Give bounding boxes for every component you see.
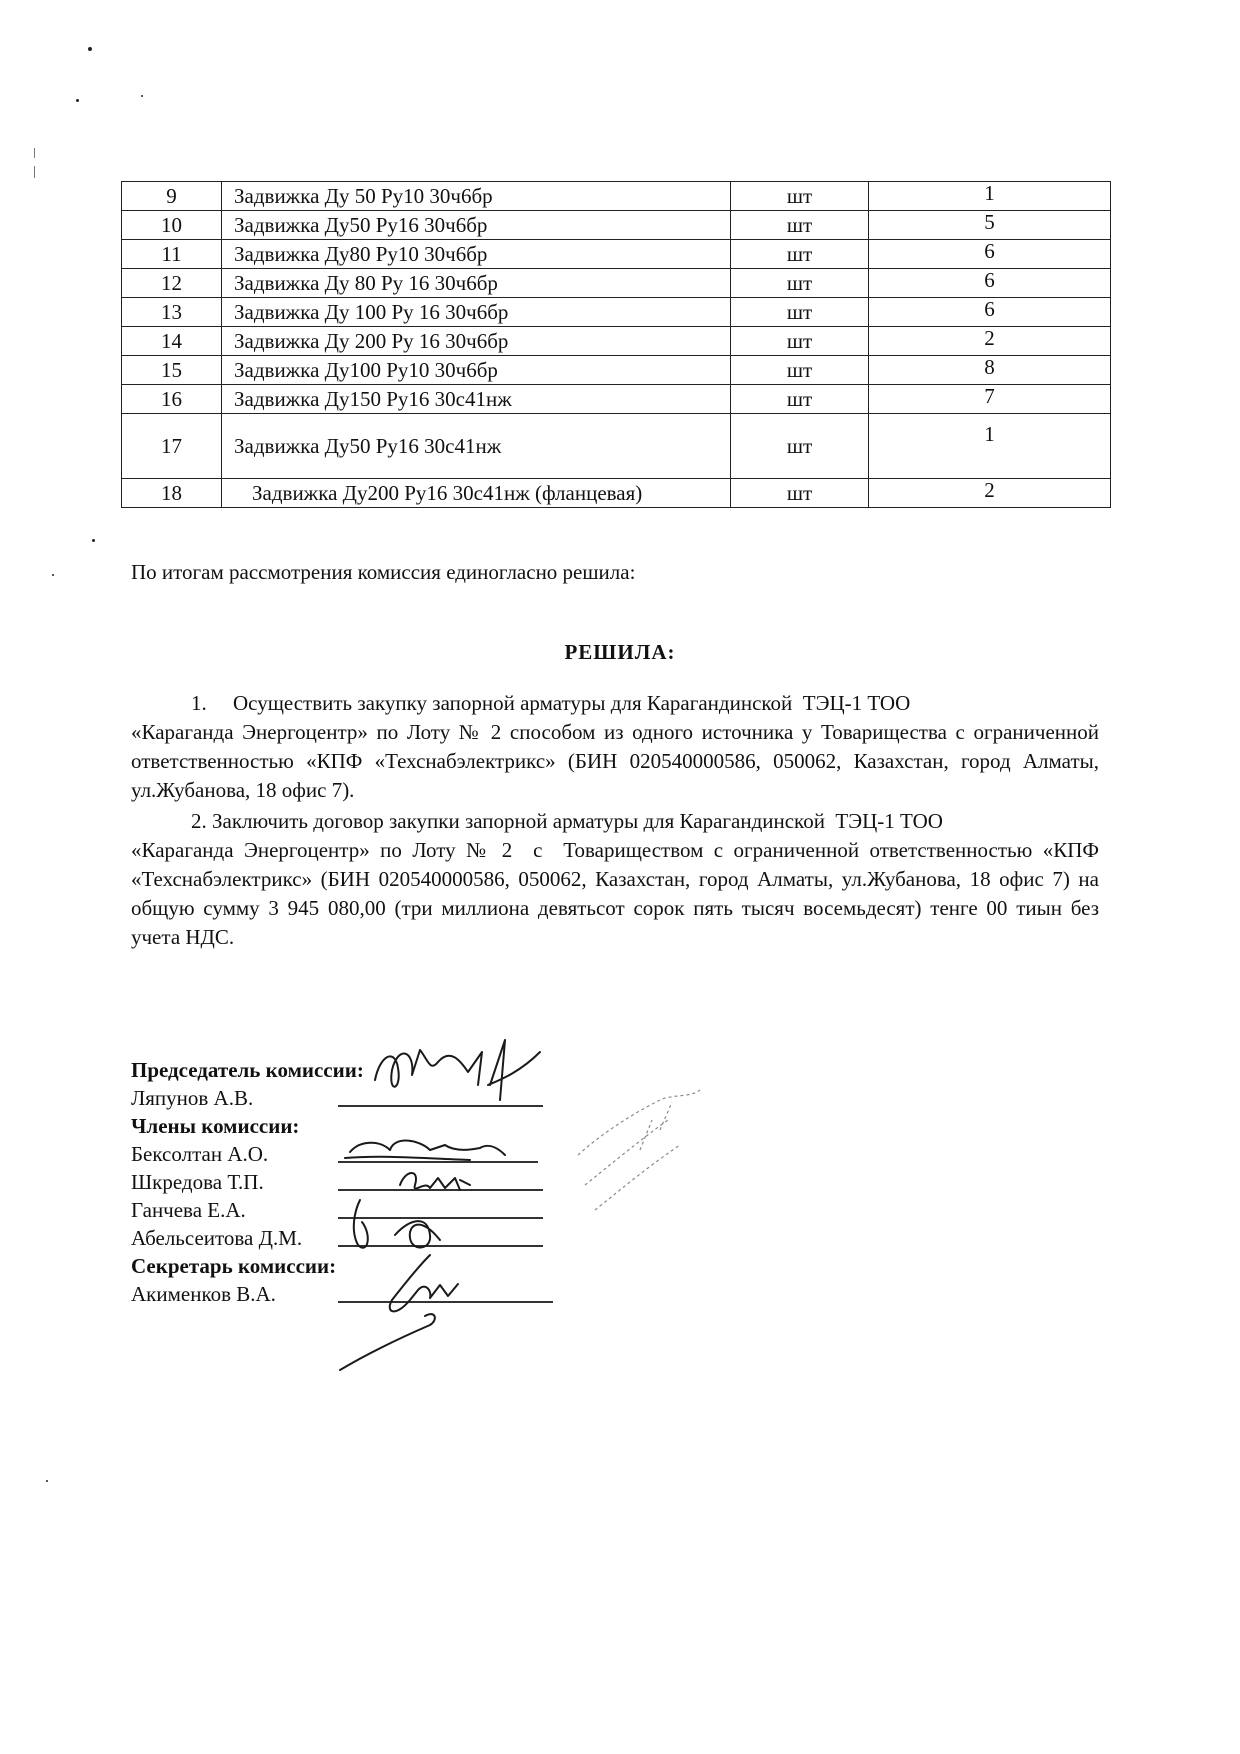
item-unit: шт (731, 385, 869, 414)
member-name: Шкредова Т.П. (131, 1170, 264, 1194)
item-name: Задвижка Ду200 Ру16 30с41нж (фланцевая) (222, 479, 731, 508)
member-signature (400, 1173, 470, 1190)
row-number: 16 (122, 385, 222, 414)
item-name: Задвижка Ду80 Ру10 30ч6бр (222, 240, 731, 269)
row-number: 12 (122, 269, 222, 298)
decision-text: «Караганда Энергоцентр» по Лоту № 2 с Товариществом с ограниченной ответственностью «КПФ «Техснабэлектрикс» (БИН 020540000586, 050062, Казахстан, город Алматы, ул.Жубанова, 18 офис 7) на общую сумму 3 945 080,00 (три миллиона девятьсот сорок пять тысяч восемьдесят) тенге 00 тиын без учета НДС. (131, 838, 1099, 949)
item-unit: шт (731, 269, 869, 298)
member-signature (345, 1141, 505, 1160)
item-unit: шт (731, 414, 869, 479)
item-name: Задвижка Ду50 Ру16 30с41нж (222, 414, 731, 479)
chairman-name: Ляпунов А.В. (131, 1086, 254, 1110)
row-number: 13 (122, 298, 222, 327)
members-title: Члены комиссии: (131, 1114, 300, 1138)
member-signature (354, 1200, 368, 1248)
item-name: Задвижка Ду 80 Ру 16 30ч6бр (222, 269, 731, 298)
member-name: Абельсеитова Д.М. (131, 1226, 303, 1250)
item-unit: шт (731, 211, 869, 240)
row-number: 14 (122, 327, 222, 356)
item-unit: шт (731, 327, 869, 356)
secretary-title: Секретарь комиссии: (131, 1254, 337, 1278)
item-unit: шт (731, 298, 869, 327)
item-unit: шт (731, 356, 869, 385)
secretary-signature (340, 1255, 458, 1370)
decision-lead: 1. Осуществить закупку запорной арматуры для Карагандинской ТЭЦ-1 ТОО (191, 691, 911, 715)
item-quantity: 2 (869, 479, 1111, 508)
item-quantity: 6 (869, 269, 1111, 298)
decision-lead: 2. Заключить договор закупки запорной арматуры для Карагандинской ТЭЦ-1 ТОО (191, 809, 943, 833)
chairman-signature (375, 1040, 540, 1100)
item-quantity: 1 (869, 414, 1111, 479)
item-name: Задвижка Ду 200 Ру 16 30ч6бр (222, 327, 731, 356)
item-unit: шт (731, 182, 869, 211)
item-quantity: 8 (869, 356, 1111, 385)
intro-text: По итогам рассмотрения комиссия единогласно решила: (131, 560, 636, 584)
item-quantity: 7 (869, 385, 1111, 414)
item-quantity: 5 (869, 211, 1111, 240)
row-number: 15 (122, 356, 222, 385)
item-name: Задвижка Ду 50 Ру10 30ч6бр (222, 182, 731, 211)
chairman-title: Председатель комиссии: (131, 1058, 364, 1082)
item-name: Задвижка Ду 100 Ру 16 30ч6бр (222, 298, 731, 327)
row-number: 10 (122, 211, 222, 240)
item-unit: шт (731, 479, 869, 508)
row-number: 18 (122, 479, 222, 508)
row-number: 17 (122, 414, 222, 479)
item-quantity: 6 (869, 240, 1111, 269)
decision-heading: РЕШИЛА: (564, 640, 676, 664)
decision-text: «Караганда Энергоцентр» по Лоту № 2 способом из одного источника у Товарищества с ограниченной ответственностью «КПФ «Техснабэлектрикс» (БИН 020540000586, 050062, Казахстан, город Алматы, ул.Жубанова, 18 офис 7). (131, 720, 1099, 802)
item-unit: шт (731, 240, 869, 269)
item-quantity: 2 (869, 327, 1111, 356)
item-name: Задвижка Ду50 Ру16 30ч6бр (222, 211, 731, 240)
member-name: Бексолтан А.О. (131, 1142, 269, 1166)
secretary-name: Акименков В.А. (131, 1282, 276, 1306)
faint-stamp-mark (578, 1090, 700, 1210)
item-name: Задвижка Ду150 Ру16 30с41нж (222, 385, 731, 414)
item-name: Задвижка Ду100 Ру10 30ч6бр (222, 356, 731, 385)
row-number: 9 (122, 182, 222, 211)
item-quantity: 6 (869, 298, 1111, 327)
member-name: Ганчева Е.А. (131, 1198, 246, 1222)
member-signature (395, 1221, 440, 1247)
row-number: 11 (122, 240, 222, 269)
item-quantity: 1 (869, 182, 1111, 211)
